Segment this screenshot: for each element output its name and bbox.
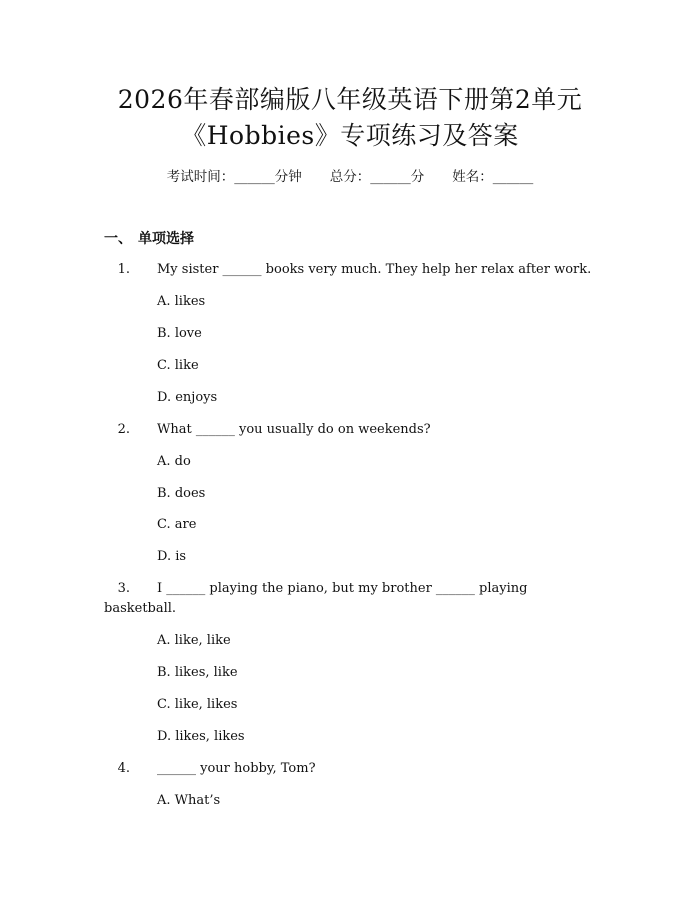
question-3-option-b: B. likes, like [157,665,238,680]
exam-time-label: 考试时间：______分钟 [166,169,302,185]
question-4 [104,760,316,778]
question-2-option-b: B. does [157,486,206,501]
question-3-text-line-2: basketball. [104,601,177,616]
question-3-option-a: A. like, like [157,633,231,648]
question-number: 2. [117,422,130,437]
question-2-option-c: C. are [157,517,197,532]
question-1 [104,261,591,279]
question-1-option-d: D. enjoys [157,390,218,405]
question-text-line-1: I ______ playing the piano, but my brother ______ playing [157,581,528,596]
section-number: 一、 [104,231,132,247]
section-heading [104,230,194,248]
question-1-option-b: B. love [157,326,202,341]
question-1-option-a: A. likes [157,294,206,309]
question-3 [104,580,574,598]
section-title: 单项选择 [138,231,194,247]
question-text: My sister ______ books very much. They help her relax after work. [157,262,592,277]
question-3-option-c: C. like, likes [157,697,238,712]
question-number: 4. [117,761,130,776]
question-text: ______ your hobby, Tom? [157,761,316,776]
question-1-option-c: C. like [157,358,199,373]
question-number: 3. [117,581,130,596]
question-text: What ______ you usually do on weekends? [157,422,431,437]
student-name-label: 姓名：______ [452,169,534,185]
question-2-option-d: D. is [157,549,187,564]
exam-info [0,168,700,186]
question-2-option-a: A. do [157,454,191,469]
question-number: 1. [117,262,130,277]
page-title-line-1: 2026年春部编版八年级英语下册第2单元 [117,85,583,114]
question-2 [104,421,431,439]
question-3-option-d: D. likes, likes [157,729,245,744]
question-4-option-a: A. What’s [157,793,221,808]
total-score-label: 总分：______分 [329,169,425,185]
page-title-line-2: 《Hobbies》专项练习及答案 [181,121,519,150]
